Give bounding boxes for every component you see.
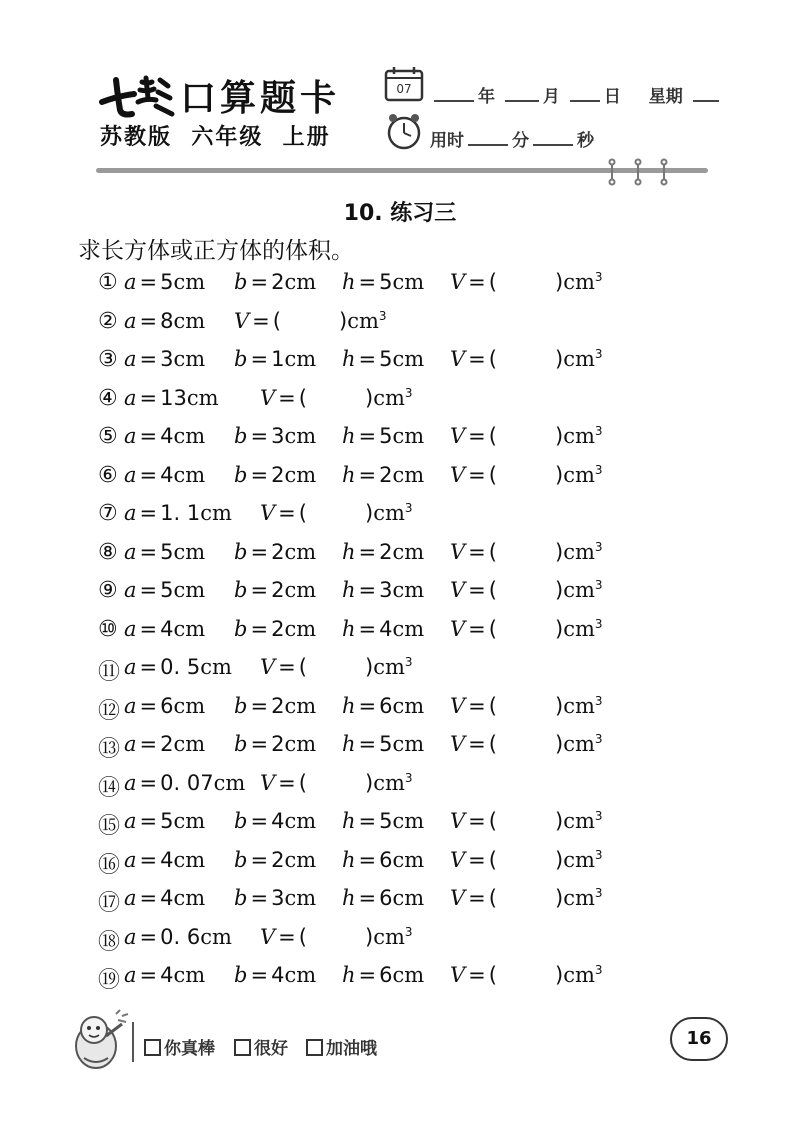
volume-answer: V = ( )$cm^3$ <box>450 539 603 564</box>
dim-a: a = 5cm <box>124 270 206 294</box>
calendar-day: 07 <box>396 82 412 96</box>
problem-number: ⑯ <box>98 852 121 878</box>
dim-b: b = 2cm <box>234 732 317 756</box>
problem-row <box>98 303 658 342</box>
problem-number: ⑱ <box>98 929 121 955</box>
problem-row <box>98 418 658 457</box>
dim-a: a = 5cm <box>124 539 206 564</box>
month-label: 月 <box>542 87 560 107</box>
problem-number: ⑦ <box>98 501 118 526</box>
volume-answer: V = ( )$cm^3$ <box>450 347 603 371</box>
volume-answer: V = ( )$cm^3$ <box>450 886 603 910</box>
problem-number: ⑤ <box>98 424 118 449</box>
rating-keep-going[interactable] <box>306 1034 377 1059</box>
problem-number: ⑪ <box>98 660 121 685</box>
volume-answer: V = ( )$cm^3$ <box>450 963 603 987</box>
problem-row <box>98 880 658 919</box>
problem-row <box>98 264 658 303</box>
dim-b: b = 4cm <box>234 809 317 833</box>
dim-a: a = 0. 6cm <box>124 924 232 949</box>
dim-b: b = 1cm <box>234 347 317 371</box>
volume-answer: V = ( )$cm^3$ <box>260 501 413 525</box>
problem-row <box>98 957 658 996</box>
weekday-blank[interactable] <box>693 86 719 102</box>
problem-number: ③ <box>98 347 118 372</box>
problem-number: ④ <box>98 385 118 411</box>
dim-b: b = 2cm <box>234 539 317 564</box>
problem-number: ⑲ <box>98 968 121 993</box>
problem-row <box>98 611 658 650</box>
volume-answer: V = ( )$cm^3$ <box>260 655 413 679</box>
dim-b: b = 2cm <box>234 578 317 602</box>
dim-a: a = 2cm <box>124 732 206 756</box>
dim-a: a = 13cm <box>124 385 219 410</box>
volume-answer: V = ( )$cm^3$ <box>450 809 603 833</box>
dim-a: a = 4cm <box>124 462 206 487</box>
dim-a: a = 4cm <box>124 847 206 872</box>
dim-h: h = 5cm <box>342 732 425 756</box>
section-title: 10. 练习三 <box>343 201 457 226</box>
volume-answer: V = ( )$cm^3$ <box>450 693 603 718</box>
dim-a: a = 3cm <box>124 347 206 371</box>
problem-row <box>98 765 658 804</box>
problem-number: ⑥ <box>98 462 118 488</box>
dim-a: a = 5cm <box>124 578 206 602</box>
rating-excellent[interactable] <box>144 1034 215 1059</box>
dim-b: b = 2cm <box>234 693 317 718</box>
minutes-label: 分 <box>512 131 529 151</box>
volume-answer: V = ( )$cm^3$ <box>450 270 603 294</box>
volume-answer: V = ( )$cm^3$ <box>450 462 603 487</box>
problem-number: ⑩ <box>98 616 118 642</box>
month-blank[interactable] <box>505 86 539 102</box>
dim-h: h = 4cm <box>342 616 425 641</box>
problem-row <box>98 649 658 688</box>
weekday-label: 星期 <box>648 87 683 107</box>
rating-checkbox[interactable] <box>306 1039 323 1056</box>
footer-divider <box>132 1022 134 1062</box>
dim-h: h = 6cm <box>342 963 425 987</box>
day-label: 日 <box>603 87 621 107</box>
edition-label: 苏教版 六年级 上册 <box>100 125 331 150</box>
volume-answer: V = ( )$cm^3$ <box>234 308 387 333</box>
problem-number: ⑨ <box>98 578 118 603</box>
rating-label: 你真棒 <box>164 1039 215 1059</box>
problem-list <box>98 264 658 996</box>
dim-a: a = 0. 07cm <box>124 770 246 795</box>
problem-row <box>98 495 658 534</box>
year-blank[interactable] <box>434 86 474 102</box>
problem-row <box>98 457 658 496</box>
problem-number: ⑫ <box>98 698 121 724</box>
dim-b: b = 2cm <box>234 847 317 872</box>
volume-answer: V = ( )$cm^3$ <box>450 616 603 641</box>
alarm-clock-icon <box>384 112 424 150</box>
date-fill-row <box>430 82 723 107</box>
calendar-icon <box>384 66 424 102</box>
dim-h: h = 2cm <box>342 462 425 487</box>
problem-row <box>98 842 658 881</box>
volume-answer: V = ( )$cm^3$ <box>450 732 603 756</box>
dim-a: a = 5cm <box>124 809 206 833</box>
dim-a: a = 4cm <box>124 616 206 641</box>
problem-row <box>98 726 658 765</box>
dim-h: h = 5cm <box>342 424 425 448</box>
dim-b: b = 3cm <box>234 424 317 448</box>
rating-label: 很好 <box>254 1039 288 1059</box>
problem-number: ⑬ <box>98 737 121 762</box>
volume-answer: V = ( )$cm^3$ <box>260 385 413 410</box>
dim-h: h = 6cm <box>342 847 425 872</box>
seconds-blank[interactable] <box>533 130 573 146</box>
volume-answer: V = ( )$cm^3$ <box>450 847 603 872</box>
seconds-label: 秒 <box>577 131 594 151</box>
dim-b: b = 2cm <box>234 462 317 487</box>
problem-row <box>98 803 658 842</box>
problem-row <box>98 534 658 573</box>
problem-row <box>98 341 658 380</box>
dim-a: a = 0. 5cm <box>124 655 232 679</box>
rating-checkbox[interactable] <box>234 1039 251 1056</box>
brand-title: 口算题卡 <box>180 78 341 119</box>
year-label: 年 <box>478 87 495 107</box>
dim-h: h = 6cm <box>342 886 425 910</box>
brand-logo-qicai <box>98 72 178 120</box>
dim-b: b = 2cm <box>234 270 317 294</box>
rating-good[interactable] <box>234 1034 288 1059</box>
dim-a: a = 4cm <box>124 886 206 910</box>
problem-number: ① <box>98 270 118 295</box>
volume-answer: V = ( )$cm^3$ <box>450 424 603 448</box>
minutes-blank[interactable] <box>468 130 508 146</box>
instruction-text: 求长方体或正方体的体积。 <box>78 238 354 264</box>
rating-checkbox[interactable] <box>144 1039 161 1056</box>
dim-a: a = 8cm <box>124 308 206 333</box>
dim-h: h = 3cm <box>342 578 425 602</box>
problem-number: ⑧ <box>98 539 118 565</box>
binder-rings-decoration <box>604 158 674 186</box>
problem-number: ⑭ <box>98 775 121 801</box>
dim-b: b = 2cm <box>234 616 317 641</box>
dim-h: h = 5cm <box>342 270 425 294</box>
day-blank[interactable] <box>570 86 600 102</box>
mascot-illustration <box>70 1006 132 1072</box>
dim-h: h = 5cm <box>342 809 425 833</box>
volume-answer: V = ( )$cm^3$ <box>260 924 413 949</box>
dim-a: a = 4cm <box>124 424 206 448</box>
dim-h: h = 2cm <box>342 539 425 564</box>
problem-row <box>98 380 658 419</box>
time-used-row <box>430 126 594 151</box>
problem-number: ② <box>98 308 118 334</box>
dim-a: a = 4cm <box>124 963 206 987</box>
problem-number: ⑮ <box>98 814 121 839</box>
dim-a: a = 6cm <box>124 693 206 718</box>
dim-a: a = 1. 1cm <box>124 501 232 525</box>
problem-row <box>98 919 658 958</box>
dim-h: h = 5cm <box>342 347 425 371</box>
problem-number: ⑰ <box>98 891 121 916</box>
problem-row <box>98 688 658 727</box>
problem-row <box>98 572 658 611</box>
dim-h: h = 6cm <box>342 693 425 718</box>
volume-answer: V = ( )$cm^3$ <box>450 578 603 602</box>
dim-b: b = 4cm <box>234 963 317 987</box>
page-number: 16 <box>670 1017 728 1061</box>
volume-answer: V = ( )$cm^3$ <box>260 770 413 795</box>
dim-b: b = 3cm <box>234 886 317 910</box>
rating-label: 加油哦 <box>326 1039 377 1059</box>
used-time-label: 用时 <box>430 131 464 151</box>
